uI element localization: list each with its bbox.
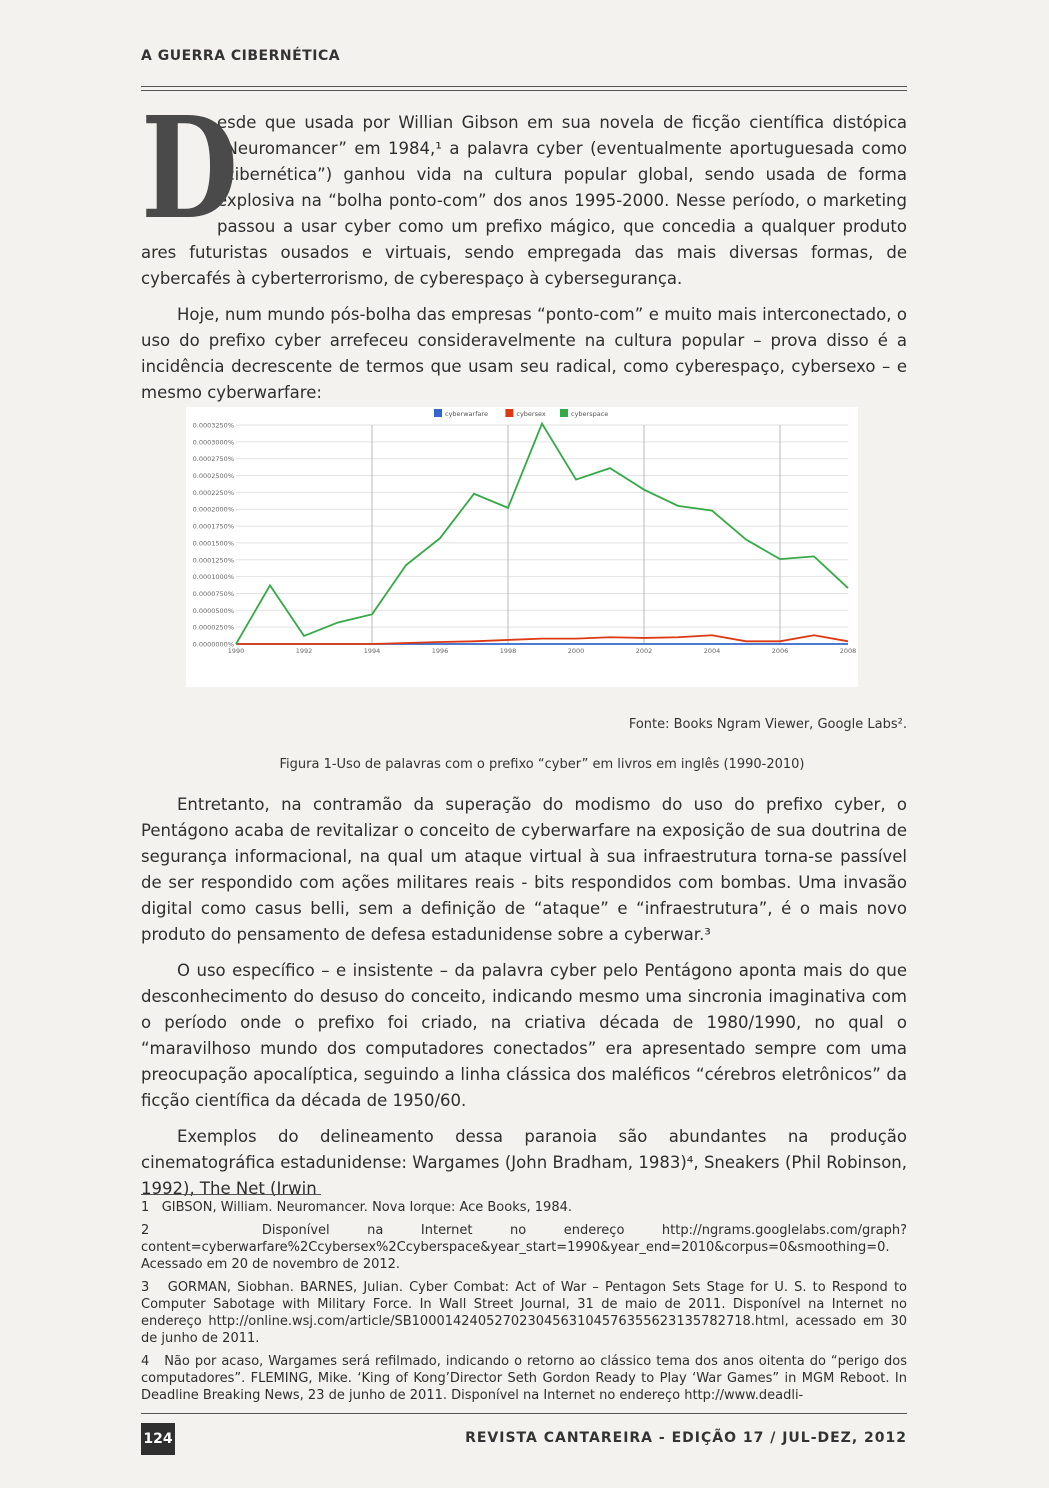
footnote-number: 2 <box>141 1223 150 1238</box>
y-tick-label: 0.0002750% <box>192 455 234 464</box>
x-tick-label: 1998 <box>499 647 517 655</box>
y-tick-label: 0.0000500% <box>192 606 234 615</box>
y-tick-label: 0.0000250% <box>192 623 234 632</box>
paragraph-2: Hoje, num mundo pós-bolha das empresas “ponto-com” e muito mais interconectado, o uso do prefixo cyber arrefeceu consideravelmente na cultura popular – prova disso é a incidência decrescente de termos que usam seu radical, como cyberespaço, cybersexo – e mesmo cyberwarfare: <box>141 305 907 402</box>
ngram-chart <box>186 407 858 687</box>
footnote-text: Não por acaso, Wargames será refilmado, indicando o retorno ao clássico tema dos anos oitenta do “perigo dos computadores”. FLEMING, Mike. ‘King of Kong’Director Seth Gordon Ready to Play ‘War Games” in MGM Reboot. In Deadline Breaking News, 23 de junho de 2011. Disponível na Internet no endereço http://www.deadli- <box>141 1354 907 1403</box>
y-tick-label: 0.0001500% <box>192 539 234 548</box>
article-body-top <box>141 87 907 416</box>
y-tick-label: 0.0000000% <box>192 640 234 649</box>
footnote-number: 3 <box>141 1280 150 1295</box>
figure-source: Fonte: Books Ngram Viewer, Google Labs². <box>628 717 907 732</box>
footnote-3 <box>141 1279 907 1347</box>
y-tick-label: 0.0002000% <box>192 505 234 514</box>
footnote-text: GIBSON, William. Neuromancer. Nova Iorque: Ace Books, 1984. <box>161 1200 572 1215</box>
publication-title: REVISTA CANTAREIRA - EDIÇÃO 17 / JUL-DEZ, 2012 <box>465 1430 907 1446</box>
footnote-text: GORMAN, Siobhan. BARNES, Julian. Cyber Combat: Act of War – Pentagon Sets Stage for U. S. to Respond to Computer Sabotage with Military Force. In Wall Street Journal, 31 de maio de 2011. Disponível na Internet no endereço http://online.wsj.com/article/SB10001424052702304563104576355623135782718.html, acessado em 30 de junho de 2011. <box>141 1280 907 1346</box>
y-tick-label: 0.0002500% <box>192 472 234 481</box>
paragraph-1-text: esde que usada por Willian Gibson em sua novela de ficção científica distópica “Neuromancer” em 1984,¹ a palavra cyber (eventualmente aportuguesada como “cibernética”) ganhou vida na cultura popular global, sendo usada de forma explosiva na “bolha ponto-com” dos anos 1995-2000. Nesse período, o marketing passou a usar cyber como um prefixo mágico, que concedia a qualquer produto ares futuristas ousados e virtuais, sendo empregada das mais diversas formas, de cybercafés à cyberterrorismo, de cyberespaço à cybersegurança. <box>141 113 907 288</box>
y-tick-label: 0.0001750% <box>192 522 234 531</box>
x-tick-label: 2002 <box>635 647 653 655</box>
x-tick-label: 1990 <box>227 647 245 655</box>
x-tick-label: 2000 <box>567 647 585 655</box>
footnotes <box>141 1199 907 1410</box>
series-line-cybersex <box>236 635 848 644</box>
y-tick-label: 0.0003000% <box>192 438 234 447</box>
footnote-1 <box>141 1199 907 1216</box>
legend-swatch-cybersex <box>505 409 513 417</box>
chart-svg <box>186 407 858 687</box>
legend-swatch-cyberspace <box>560 409 568 417</box>
legend-label-cyberspace: cyberspace <box>571 410 609 418</box>
paragraph-3: Entretanto, na contramão da superação do modismo do uso do prefixo cyber, o Pentágono acaba de revitalizar o conceito de cyberwarfare na exposição de sua doutrina de segurança informacional, na qual um ataque virtual à sua infraestrutura torna-se passível de ser respondido com ações militares reais - bits respondidos com bombas. Uma invasão digital como casus belli, sem a definição de “ataque” e “infraestrutura”, é o mais novo produto do pensamento de defesa estadunidense sobre a cyberwar.³ <box>141 795 907 944</box>
header-rule-secondary <box>141 90 907 91</box>
x-tick-label: 1996 <box>431 647 449 655</box>
paragraph-4: O uso específico – e insistente – da palavra cyber pelo Pentágono aponta mais do que desconhecimento do desuso do conceito, indicando mesmo uma sincronia imaginativa com o período onde o prefixo foi criado, na criativa década de 1980/1990, no qual o “maravilhoso mundo dos computadores conectados” era apresentado sempre com uma preocupação apocalíptica, seguindo a linha clássica dos maléficos “cérebros eletrônicos” da ficção científica da década de 1950/60. <box>141 961 907 1110</box>
header-rule <box>141 86 907 87</box>
x-tick-label: 2004 <box>703 647 721 655</box>
x-tick-label: 1994 <box>363 647 381 655</box>
paragraph-1 <box>141 87 907 292</box>
y-tick-label: 0.0000750% <box>192 589 234 598</box>
footnote-number: 1 <box>141 1200 150 1215</box>
page-number: 124 <box>141 1423 175 1455</box>
y-tick-label: 0.0003250% <box>192 421 234 430</box>
y-tick-label: 0.0001250% <box>192 556 234 565</box>
article-body-bottom <box>141 792 907 1212</box>
legend-swatch-cyberwarfare <box>434 409 442 417</box>
x-tick-label: 2006 <box>771 647 789 655</box>
figure-caption: Figura 1-Uso de palavras com o prefixo “cyber” em livros em inglês (1990-2010) <box>279 757 805 772</box>
running-title: A GUERRA CIBERNÉTICA <box>141 48 341 64</box>
footnote-text: Disponível na Internet no endereço http://ngrams.googlelabs.com/graph?content=cyberwarfare%2Ccybersex%2Ccyberspace&year_start=1990&year_end=2010&corpus=0&smoothing=0. Acessado em 20 de novembro de 2012. <box>141 1223 907 1272</box>
footnote-4 <box>141 1353 907 1404</box>
footnote-2 <box>141 1222 907 1273</box>
legend-label-cyberwarfare: cyberwarfare <box>445 410 488 418</box>
footnote-number: 4 <box>141 1354 150 1369</box>
footnote-rule <box>141 1194 321 1195</box>
legend-label-cybersex: cybersex <box>516 410 546 418</box>
y-tick-label: 0.0001000% <box>192 573 234 582</box>
footer-rule <box>141 1413 907 1414</box>
x-tick-label: 2008 <box>839 647 857 655</box>
y-tick-label: 0.0002250% <box>192 488 234 497</box>
drop-cap: D <box>141 87 239 251</box>
x-tick-label: 1992 <box>295 647 313 655</box>
paragraph-5: Exemplos do delineamento dessa paranoia são abundantes na produção cinematográfica estadunidense: Wargames (John Bradham, 1983)⁴, Sneakers (Phil Robinson, 1992), The Net (Irwin <box>141 1127 907 1198</box>
series-line-cyberspace <box>236 424 848 644</box>
